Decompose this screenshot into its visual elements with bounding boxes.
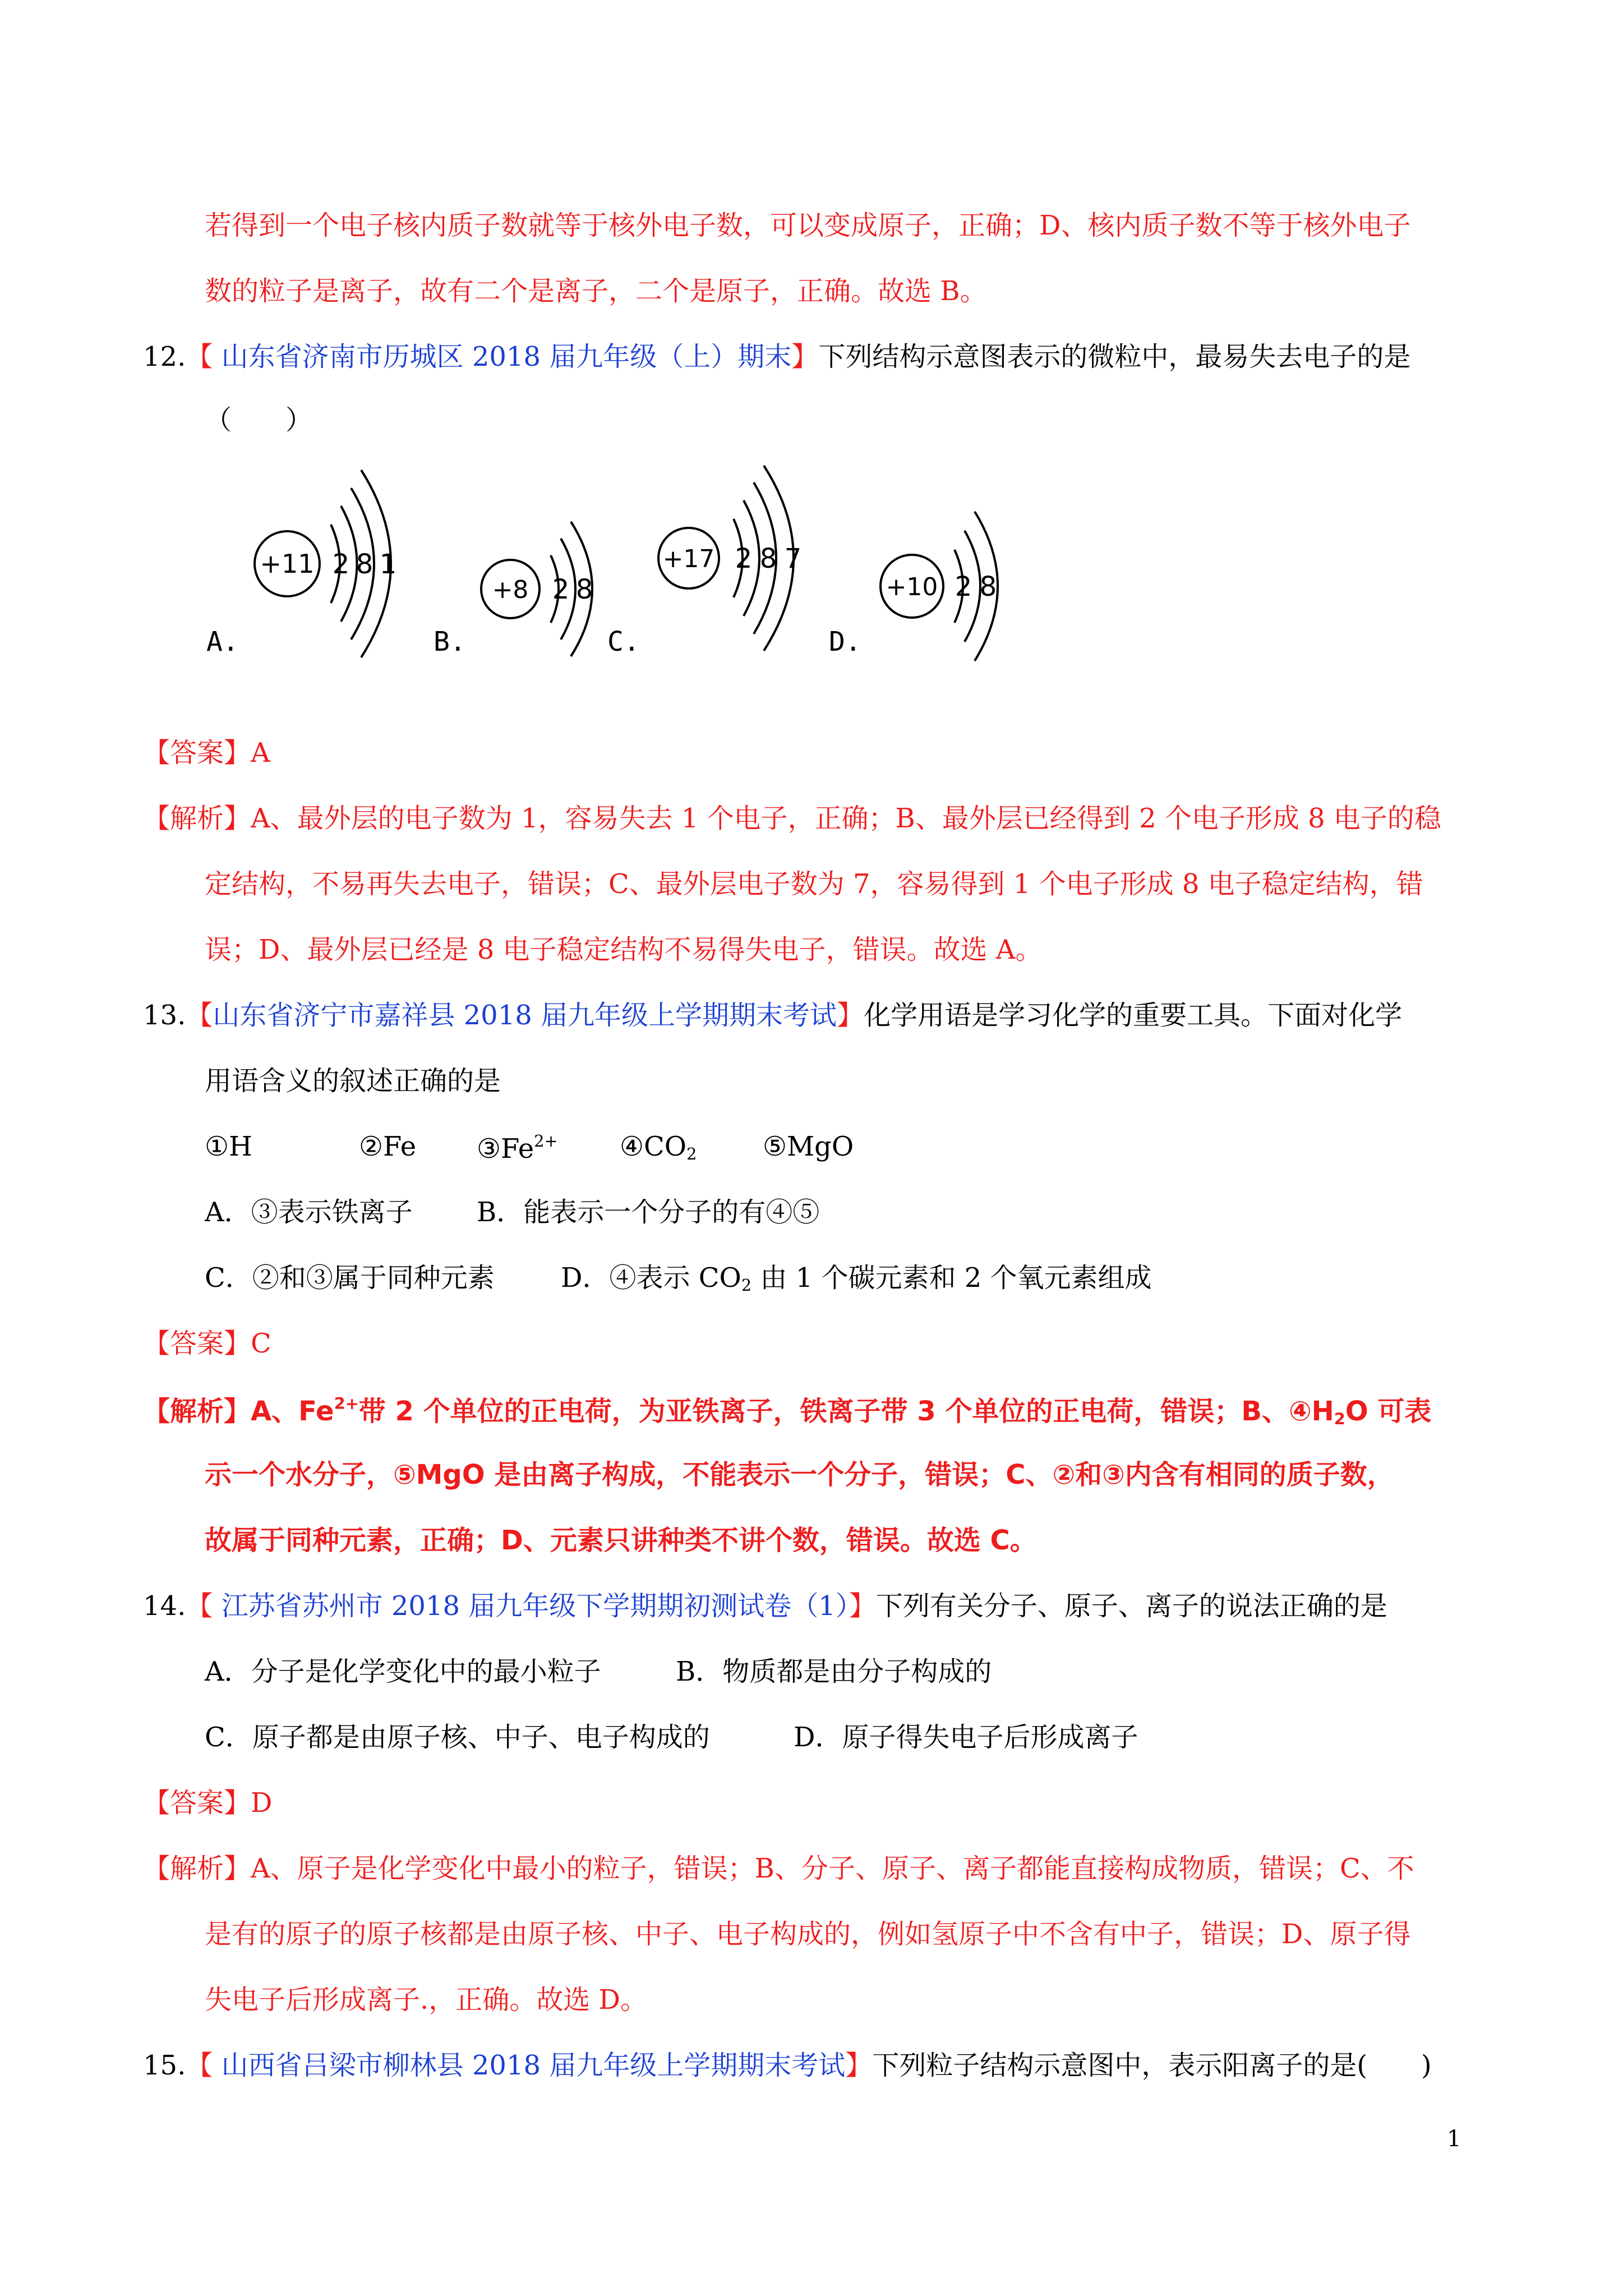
bracket-close: 】 [791,341,819,372]
option-label-c: C. [607,626,640,657]
question-number: 12. [143,341,186,372]
shell-electrons-1: 2 [332,549,350,580]
option-14-a: A．分子是化学变化中的最小粒子 [205,1656,601,1687]
shell-electrons-2: 8 [979,571,997,602]
option-14-c: C．原子都是由原子核、中子、电子构成的 [205,1722,710,1753]
analysis-subscript: 2 [1334,1409,1345,1429]
symbol-2: ②Fe [359,1131,417,1162]
answer-tag: 【答案】 [143,1787,251,1819]
question-number: 15. [143,2050,186,2081]
bracket-close: 】 [837,1000,864,1031]
question-13-stem-2: 用语含义的叙述正确的是 [205,1065,501,1097]
symbol-3 [477,1131,558,1165]
atom-diagram-d [875,505,1021,662]
shell-electrons-1: 2 [552,574,570,605]
question-12-header [143,343,1410,370]
analysis-12-line-1 [143,805,1441,832]
option-label-b: B. [434,626,466,657]
answer-tag: 【答案】 [143,1328,251,1359]
analysis-13-line-3: 故属于同种元素，正确；D、元素只讲种类不讲个数，错误。故选 C。 [205,1525,1037,1556]
answer-blank: （ ） [205,404,313,436]
analysis-tag: 【解析】 [143,1853,251,1884]
analysis-14-line-3: 失电子后形成离子.，正确。故选 D。 [205,1984,648,2016]
symbol-5: ⑤MgO [763,1131,854,1162]
answer-line-13 [143,1330,271,1357]
bracket-close: 】 [845,2050,873,2081]
analysis-12-line-2: 定结构，不易再失去电子，错误；C、最外层电子数为 7，容易得到 1 个电子形成 8 电子稳定结构，错 [205,868,1423,900]
question-source: 江苏省苏州市 2018 届九年级下学期期初测试卷（1） [213,1590,849,1622]
continuation-line-1: 若得到一个电子核内质子数就等于核外电子数，可以变成原子，正确；D、核内质子数不等于核外电子 [205,210,1411,241]
symbol-1: ①H [205,1131,252,1162]
question-number: 14. [143,1590,186,1622]
analysis-13-line-1 [143,1396,1431,1427]
shell-electrons-2: 8 [356,549,374,580]
bracket-open: 【 [186,2050,213,2081]
question-stem: 化学用语是学习化学的重要工具。下面对化学 [864,1000,1403,1031]
symbol-3-charge: 2+ [534,1131,558,1151]
option-label-d: D. [829,626,861,657]
question-source: 山东省济宁市嘉祥县 2018 届九年级上学期期末考试 [213,1000,837,1031]
atom-diagram-b [477,516,611,662]
shell-electrons-2: 8 [575,574,593,605]
analysis-text: A、原子是化学变化中最小的粒子，错误；B、分子、原子、离子都能直接构成物质，错误；C、不 [251,1853,1414,1884]
question-13-header [143,1002,1402,1029]
analysis-part-b: 带 2 个单位的正电荷，为亚铁离子，铁离子带 3 个单位的正电荷，错误；B、④H [358,1396,1334,1428]
shell-electrons-1: 2 [955,571,972,602]
bracket-open: 【 [186,341,213,372]
continuation-line-2: 数的粒子是离子，故有二个是离子，二个是原子，正确。故选 B。 [205,275,987,307]
analysis-charge: 2+ [334,1394,359,1413]
question-source: 山西省吕梁市柳林县 2018 届九年级上学期期末考试 [213,2050,846,2081]
nucleus-charge: +8 [492,576,529,604]
option-13-d [561,1264,1152,1294]
analysis-14-line-1 [143,1855,1414,1882]
shell-electrons-1: 2 [735,543,753,574]
analysis-tag: 【解析】 [143,1396,251,1428]
symbol-4-subscript: 2 [686,1144,697,1164]
question-source: 山东省济南市历城区 2018 届九年级（上）期末 [213,341,792,372]
question-stem: 下列结构示意图表示的微粒中，最易失去电子的是 [818,341,1411,372]
analysis-part-c: O 可表 [1345,1396,1432,1428]
nucleus-charge: +17 [662,545,715,573]
atom-diagram-c [651,466,841,662]
analysis-14-line-2: 是有的原子的原子核都是由原子核、中子、电子构成的，例如氢原子中不含有中子，错误；D、原子得 [205,1918,1411,1950]
nucleus-charge: +10 [886,573,938,601]
bracket-open: 【 [186,1590,213,1622]
question-number: 13. [143,1000,186,1031]
answer-line-14 [143,1787,273,1819]
page-number: 1 [1447,2126,1461,2152]
answer-tag: 【答案】 [143,737,251,769]
option-label-a: A. [206,626,239,657]
option-14-b: B．物质都是由分子构成的 [676,1656,992,1687]
question-14-header [143,1590,1387,1622]
shell-electrons-2: 8 [759,543,777,574]
analysis-13-line-2: 示一个水分子，⑤MgO 是由离子构成，不能表示一个分子，错误；C、②和③内含有相同的质子数， [205,1459,1394,1490]
answer-value: C [251,1328,271,1359]
bracket-close: 】 [849,1590,876,1622]
option-d-post: 由 1 个碳元素和 2 个氧元素组成 [751,1262,1152,1294]
answer-line-12 [143,737,270,769]
option-13-b: B．能表示一个分子的有④⑤ [477,1197,820,1228]
symbol-4 [620,1133,697,1162]
answer-value: A [251,737,270,769]
shell-electrons-3: 1 [379,549,397,580]
analysis-text: A、最外层的电子数为 1，容易失去 1 个电子，正确；B、最外层已经得到 2 个电子形成 8 电子的稳 [251,803,1441,834]
shell-electrons-3: 7 [784,543,802,574]
symbol-3-base: ③Fe [477,1133,534,1165]
analysis-tag: 【解析】 [143,803,251,834]
symbol-4-base: ④CO [620,1131,687,1162]
option-13-a: A．③表示铁离子 [205,1197,413,1228]
question-stem: 下列有关分子、原子、离子的说法正确的是 [875,1590,1387,1622]
option-d-pre: D．④表示 CO [561,1262,741,1294]
answer-value: D [251,1787,273,1819]
question-stem: 下列粒子结构示意图中，表示阳离子的是( ) [872,2050,1432,2081]
option-d-subscript: 2 [741,1276,752,1295]
analysis-12-line-3: 误；D、最外层已经是 8 电子稳定结构不易得失电子，错误。故选 A。 [205,934,1043,965]
question-15-header [143,2052,1432,2079]
nucleus-charge: +11 [260,549,315,579]
analysis-part-a: A、Fe [251,1396,334,1428]
option-13-c: C．②和③属于同种元素 [205,1262,495,1294]
bracket-open: 【 [186,1000,213,1031]
atom-diagram-a [247,466,426,662]
option-14-d: D．原子得失电子后形成离子 [794,1722,1138,1753]
